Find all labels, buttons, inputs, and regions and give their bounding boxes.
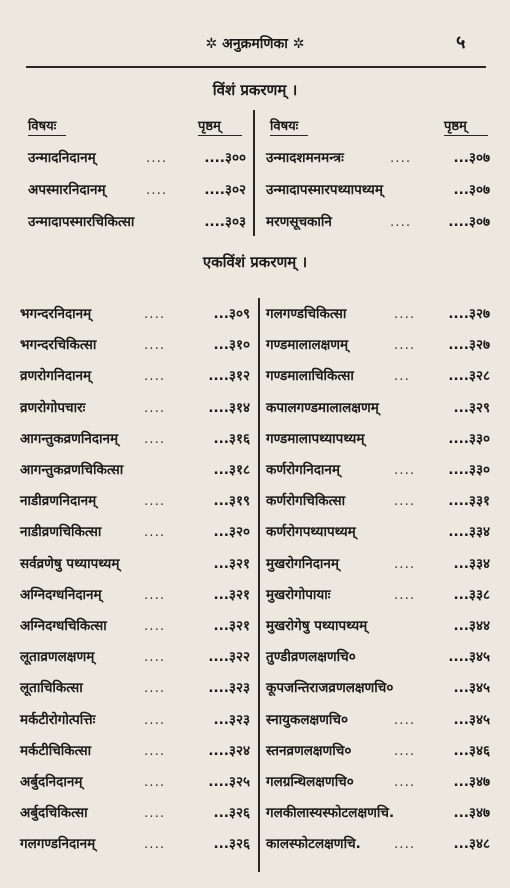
toc-entry-right bbox=[266, 583, 490, 607]
entry-title: मरणसूचकानि bbox=[266, 214, 332, 230]
entry-page-number: ...३४७ bbox=[453, 774, 490, 790]
dot-leader: .... bbox=[394, 742, 416, 759]
dot-leader: .... bbox=[144, 399, 166, 416]
entry-title: गलगण्डचिकित्सा bbox=[266, 306, 347, 322]
entry-title: उन्मादशमनमन्त्रः bbox=[266, 150, 344, 166]
page-header bbox=[0, 0, 510, 70]
entry-title: तुण्डीव्रणलक्षणचि० bbox=[266, 649, 356, 666]
entry-title: मुखरोगनिदानम् bbox=[266, 555, 339, 572]
entry-title: अग्निदग्धनिदानम् bbox=[20, 586, 102, 603]
entry-title: गलगण्डनिदानम् bbox=[20, 836, 96, 853]
toc-entry-left bbox=[20, 739, 250, 763]
dot-leader: .... bbox=[394, 493, 416, 510]
dot-leader: .... bbox=[394, 836, 416, 853]
entry-title: नाडीव्रणचिकित्सा bbox=[20, 524, 102, 541]
dot-leader: .... bbox=[394, 462, 416, 478]
entry-title: अपस्मारनिदानम् bbox=[28, 182, 106, 198]
dot-leader: .... bbox=[144, 836, 166, 853]
entry-title: अर्बुदनिदानम् bbox=[20, 774, 83, 790]
entry-page-number: ....३३० bbox=[448, 462, 490, 478]
section1-title: विंशं प्रकरणम् । bbox=[212, 81, 298, 99]
toc-entry-left bbox=[28, 146, 246, 170]
toc-entry-left bbox=[20, 520, 250, 544]
entry-page-number: ...३२१ bbox=[213, 586, 250, 603]
dot-leader: .... bbox=[394, 337, 416, 354]
entry-page-number: ...३४६ bbox=[453, 742, 490, 759]
entry-page-number: ....३२५ bbox=[208, 774, 250, 790]
right-subject-underline bbox=[270, 135, 308, 136]
toc-entry-left bbox=[20, 801, 250, 825]
toc-entry-right bbox=[266, 801, 490, 825]
entry-title: लूताचिकित्सा bbox=[20, 680, 83, 697]
entry-title: मुखरोगेषु पथ्यापथ्यम् bbox=[266, 618, 368, 634]
toc-entry-right bbox=[266, 552, 490, 576]
toc-entry-left bbox=[20, 708, 250, 732]
entry-page-number: ...३४७ bbox=[453, 805, 490, 822]
toc-entry-left bbox=[20, 396, 250, 420]
entry-page-number: ...३०७ bbox=[453, 150, 490, 166]
dot-leader: .... bbox=[144, 430, 166, 447]
left-page-underline bbox=[198, 135, 242, 136]
dot-leader: .... bbox=[144, 586, 166, 603]
toc-entry-left bbox=[28, 178, 246, 202]
toc-entry-right bbox=[266, 832, 490, 856]
entry-page-number: ...३२६ bbox=[213, 805, 250, 822]
header-title: ✲ अनुक्रमणिका ✲ bbox=[205, 36, 305, 52]
dot-leader: .... bbox=[144, 711, 166, 728]
left-subject-underline bbox=[28, 135, 66, 136]
dot-leader: .... bbox=[390, 150, 412, 166]
entry-title: आगन्तुकव्रणनिदानम् bbox=[20, 430, 119, 447]
dot-leader: .... bbox=[146, 182, 168, 198]
dot-leader: .... bbox=[144, 337, 166, 354]
toc-entry-right bbox=[266, 676, 490, 700]
toc-entry-left bbox=[20, 770, 250, 794]
entry-page-number: ....३०७ bbox=[448, 214, 490, 230]
entry-page-number: ....३४५ bbox=[448, 649, 490, 666]
entry-title: नाडीव्रणनिदानम् bbox=[20, 493, 97, 510]
entry-page-number: ...३४८ bbox=[453, 836, 490, 853]
right-subject-header: विषयः bbox=[270, 119, 299, 134]
entry-title: कालस्फोटलक्षणचि. bbox=[266, 836, 361, 853]
toc-entry-right bbox=[266, 739, 490, 763]
toc-entry-left bbox=[20, 302, 250, 326]
entry-title: गण्डमालाचिकित्सा bbox=[266, 368, 354, 385]
toc-entry-right bbox=[266, 520, 490, 544]
entry-page-number: ....३३० bbox=[448, 430, 490, 447]
entry-page-number: ....३३१ bbox=[448, 493, 490, 510]
entry-page-number: ...३१६ bbox=[213, 430, 250, 447]
entry-page-number: ....३२२ bbox=[208, 649, 250, 666]
dot-leader: .... bbox=[144, 306, 166, 322]
entry-page-number: ...३२१ bbox=[213, 618, 250, 634]
toc-entry-right bbox=[266, 770, 490, 794]
toc-entry-right bbox=[266, 210, 490, 234]
dot-leader: ... bbox=[394, 368, 410, 385]
dot-leader: .... bbox=[144, 368, 166, 385]
entry-title: मर्कटीचिकित्सा bbox=[20, 742, 92, 759]
entry-page-number: ....३०२ bbox=[204, 182, 246, 198]
toc-entry-right bbox=[266, 708, 490, 732]
entry-page-number: ....३३४ bbox=[448, 524, 490, 541]
entry-page-number: ....३१२ bbox=[208, 368, 250, 385]
entry-page-number: ....३२७ bbox=[448, 337, 490, 354]
toc-entry-right bbox=[266, 146, 490, 170]
toc-entry-right bbox=[266, 645, 490, 669]
dot-leader: .... bbox=[394, 555, 416, 572]
toc-entry-left bbox=[20, 676, 250, 700]
entry-title: व्रणरोगोपचारः bbox=[20, 399, 86, 416]
entry-title: भगन्दरनिदानम् bbox=[20, 306, 92, 322]
entry-title: आगन्तुकव्रणचिकित्सा bbox=[20, 462, 124, 478]
toc-entry-left bbox=[20, 583, 250, 607]
entry-title: मर्कटीरोगोत्पत्तिः bbox=[20, 711, 96, 728]
entry-page-number: ...३२० bbox=[213, 524, 250, 541]
toc-entry-right bbox=[266, 364, 490, 388]
toc-entry-left bbox=[20, 614, 250, 638]
dot-leader: .... bbox=[394, 774, 416, 790]
header-rule bbox=[26, 66, 486, 68]
entry-page-number: ...३१९ bbox=[213, 493, 250, 510]
dot-leader: .... bbox=[144, 524, 166, 541]
entry-title: कूपजन्तिराजव्रणलक्षणचि० bbox=[266, 680, 394, 697]
entry-page-number: ...३४४ bbox=[453, 618, 490, 634]
entry-title: कपालगण्डमालालक्षणम् bbox=[266, 399, 379, 416]
toc-entry-left bbox=[28, 210, 246, 234]
entry-title: स्तनव्रणलक्षणचि० bbox=[266, 742, 352, 759]
entry-title: कर्णरोगनिदानम् bbox=[266, 462, 340, 478]
left-subject-header: विषयः bbox=[28, 119, 57, 134]
entry-title: कर्णरोगचिकित्सा bbox=[266, 493, 346, 510]
dot-leader: .... bbox=[146, 150, 168, 166]
right-page-header: पृष्ठम् bbox=[444, 119, 467, 134]
dot-leader: .... bbox=[394, 306, 416, 322]
entry-page-number: ....३१४ bbox=[208, 399, 250, 416]
entry-page-number: ...३२६ bbox=[213, 836, 250, 853]
dot-leader: .... bbox=[390, 214, 412, 230]
entry-title: भगन्दरचिकित्सा bbox=[20, 337, 97, 354]
toc-entry-left bbox=[20, 552, 250, 576]
toc-entry-right bbox=[266, 427, 490, 451]
toc-entry-left bbox=[20, 427, 250, 451]
toc-entry-left bbox=[20, 364, 250, 388]
dot-leader: .... bbox=[144, 618, 166, 634]
toc-entry-right bbox=[266, 302, 490, 326]
entry-page-number: ...३२३ bbox=[213, 711, 250, 728]
entry-page-number: ....३२७ bbox=[448, 306, 490, 322]
toc-entry-right bbox=[266, 489, 490, 513]
section2-title: एकविंशं प्रकरणम् । bbox=[202, 253, 308, 271]
right-page-underline bbox=[444, 135, 488, 136]
dot-leader: .... bbox=[394, 711, 416, 728]
entry-title: मुखरोगोपायाः bbox=[266, 586, 331, 603]
entry-title: अग्निदग्धचिकित्सा bbox=[20, 618, 107, 634]
entry-title: कर्णरोगपथ्यापथ्यम् bbox=[266, 524, 356, 541]
entry-title: सर्वव्रणेषु पथ्यापथ्यम् bbox=[20, 555, 120, 572]
entry-title: व्रणरोगनिदानम् bbox=[20, 368, 92, 385]
entry-page-number: ...३२९ bbox=[453, 399, 490, 416]
entry-page-number: ....३२८ bbox=[448, 368, 490, 385]
entry-title: उन्मादनिदानम् bbox=[28, 150, 96, 166]
toc-entry-left bbox=[20, 458, 250, 482]
toc-entry-right bbox=[266, 614, 490, 638]
toc-entry-right bbox=[266, 396, 490, 420]
entry-page-number: ...३०७ bbox=[453, 182, 490, 198]
entry-title: गलकीलास्यस्फोटलक्षणचि. bbox=[266, 805, 395, 822]
toc-entry-right bbox=[266, 178, 490, 202]
toc-entry-left bbox=[20, 645, 250, 669]
dot-leader: .... bbox=[144, 742, 166, 759]
dot-leader: .... bbox=[144, 805, 166, 822]
entry-page-number: ...३१० bbox=[213, 337, 250, 354]
entry-page-number: ...३३४ bbox=[453, 555, 490, 572]
toc-entry-right bbox=[266, 333, 490, 357]
dot-leader: .... bbox=[394, 586, 416, 603]
dot-leader: .... bbox=[144, 493, 166, 510]
entry-page-number: ...३१८ bbox=[213, 462, 250, 478]
toc-entry-right bbox=[266, 458, 490, 482]
dot-leader: .... bbox=[144, 680, 166, 697]
left-page-header: पृष्ठम् bbox=[198, 119, 221, 134]
entry-page-number: ...३४५ bbox=[453, 711, 490, 728]
entry-page-number: ...३४५ bbox=[453, 680, 490, 697]
entry-title: गण्डमालापथ्यापथ्यम् bbox=[266, 430, 365, 447]
toc-entry-left bbox=[20, 333, 250, 357]
entry-page-number: ...३२१ bbox=[213, 555, 250, 572]
entry-title: गलग्रन्थिलक्षणचि० bbox=[266, 774, 354, 790]
entry-title: गण्डमालालक्षणम् bbox=[266, 337, 349, 354]
entry-page-number: ....३०० bbox=[204, 150, 246, 166]
dot-leader: .... bbox=[144, 649, 166, 666]
page-number: ५ bbox=[456, 32, 466, 53]
entry-title: उन्मादापस्मारपथ्यापथ्यम् bbox=[266, 182, 383, 198]
entry-page-number: ....३२३ bbox=[208, 680, 250, 697]
entry-title: लूताव्रणलक्षणम् bbox=[20, 649, 95, 666]
entry-page-number: ....३०३ bbox=[204, 214, 246, 230]
entry-title: स्नायुकलक्षणचि० bbox=[266, 711, 349, 728]
entry-title: उन्मादापस्मारचिकित्सा bbox=[28, 214, 135, 230]
toc-entry-left bbox=[20, 832, 250, 856]
section2-column-divider bbox=[258, 298, 260, 872]
entry-page-number: ...३३८ bbox=[453, 586, 490, 603]
toc-entry-left bbox=[20, 489, 250, 513]
section1-column-divider bbox=[253, 110, 255, 236]
entry-title: अर्बुदचिकित्सा bbox=[20, 805, 88, 822]
dot-leader: .... bbox=[144, 774, 166, 790]
entry-page-number: ....३२४ bbox=[208, 742, 250, 759]
entry-page-number: ...३०९ bbox=[213, 306, 250, 322]
